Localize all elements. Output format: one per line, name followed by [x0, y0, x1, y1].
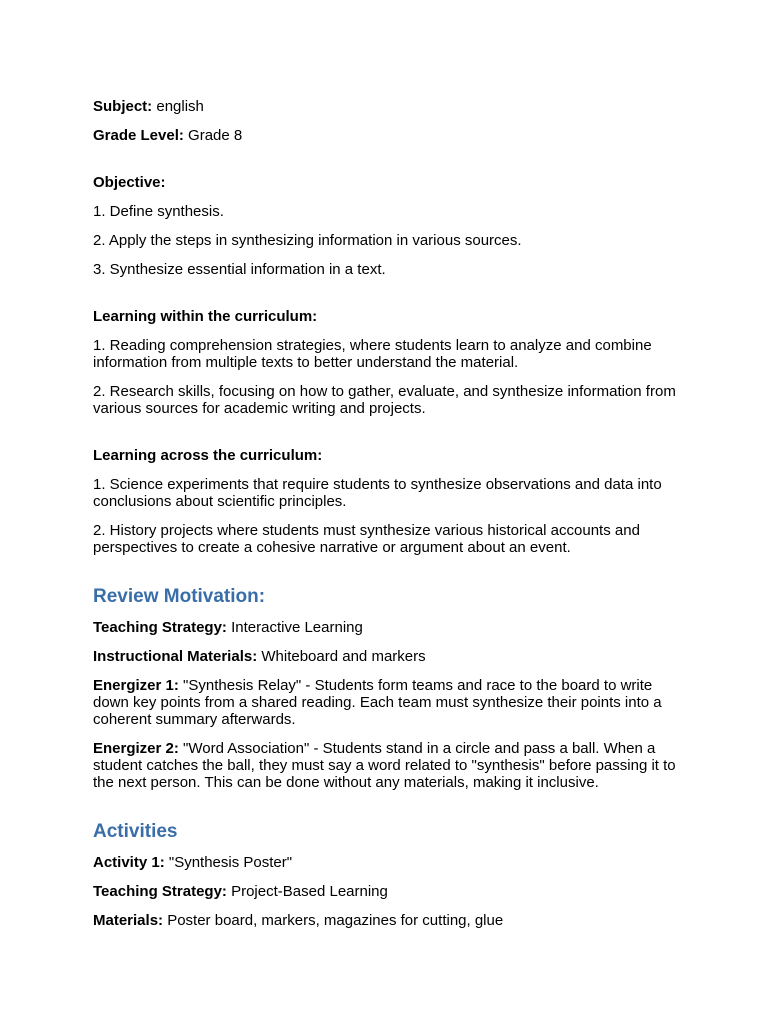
activity-1-value: "Synthesis Poster": [168, 854, 293, 871]
objective-item-2: 2. Apply the steps in synthesizing information in various sources.: [93, 232, 522, 249]
activity-1: [93, 854, 683, 871]
grade-level-line: [93, 127, 683, 144]
act-materials: [93, 912, 683, 929]
rm-instructional-materials-label: Instructional Materials:: [93, 648, 258, 665]
act-materials-label: Materials:: [93, 912, 164, 929]
learning-within-label: Learning within the curriculum:: [93, 308, 318, 325]
grade-level-value: Grade 8: [188, 127, 243, 144]
learning-across-item-2: 2. History projects where students must synthesize various historical accounts and perspectives to create a cohesive narrative or argument about an event.: [93, 522, 640, 556]
act-teaching-strategy-label: Teaching Strategy:: [93, 883, 227, 900]
subject-line: [93, 98, 683, 115]
energizer-1: [93, 677, 683, 728]
objective-label: Objective:: [93, 174, 166, 191]
activities-heading: Activities: [93, 821, 178, 842]
review-motivation-heading: Review Motivation:: [93, 586, 266, 607]
act-teaching-strategy: [93, 883, 683, 900]
spacer: [93, 803, 683, 820]
learning-across-label: Learning across the curriculum:: [93, 447, 323, 464]
objective-item-1: 1. Define synthesis.: [93, 203, 224, 220]
lesson-plan-document: [93, 98, 683, 941]
spacer: [93, 429, 683, 447]
spacer: [93, 290, 683, 308]
energizer-2: [93, 740, 683, 791]
learning-within-item-2: 2. Research skills, focusing on how to gather, evaluate, and synthesize information from various sources for academic writing and projects.: [93, 383, 676, 417]
learning-across-item-1: 1. Science experiments that require students to synthesize observations and data into conclusions about scientific principles.: [93, 476, 662, 510]
act-materials-value: Poster board, markers, magazines for cutting, glue: [167, 912, 504, 929]
spacer: [93, 568, 683, 585]
learning-within-item-1: 1. Reading comprehension strategies, where students learn to analyze and combine information from multiple texts to better understand the material.: [93, 337, 652, 371]
rm-teaching-strategy-value: Interactive Learning: [231, 619, 363, 636]
spacer: [93, 156, 683, 174]
energizer-1-value: "Synthesis Relay" - Students form teams and race to the board to write down key points from a shared reading. Each team must synthesize their points into a coherent summary afterwards.: [93, 677, 662, 728]
rm-teaching-strategy-label: Teaching Strategy:: [93, 619, 227, 636]
subject-label: Subject:: [93, 98, 153, 115]
subject-value: english: [156, 98, 204, 115]
rm-instructional-materials: [93, 648, 683, 665]
act-teaching-strategy-value: Project-Based Learning: [231, 883, 388, 900]
rm-teaching-strategy: [93, 619, 683, 636]
objective-item-3: 3. Synthesize essential information in a text.: [93, 261, 386, 278]
energizer-2-label: Energizer 2:: [93, 740, 179, 757]
rm-instructional-materials-value: Whiteboard and markers: [261, 648, 426, 665]
energizer-2-value: "Word Association" - Students stand in a circle and pass a ball. When a student catches the ball, they must say a word related to "synthesis" before passing it to the next person. This can be done without any materials, making it inclusive.: [93, 740, 676, 791]
activity-1-label: Activity 1:: [93, 854, 165, 871]
grade-level-label: Grade Level:: [93, 127, 184, 144]
energizer-1-label: Energizer 1:: [93, 677, 179, 694]
